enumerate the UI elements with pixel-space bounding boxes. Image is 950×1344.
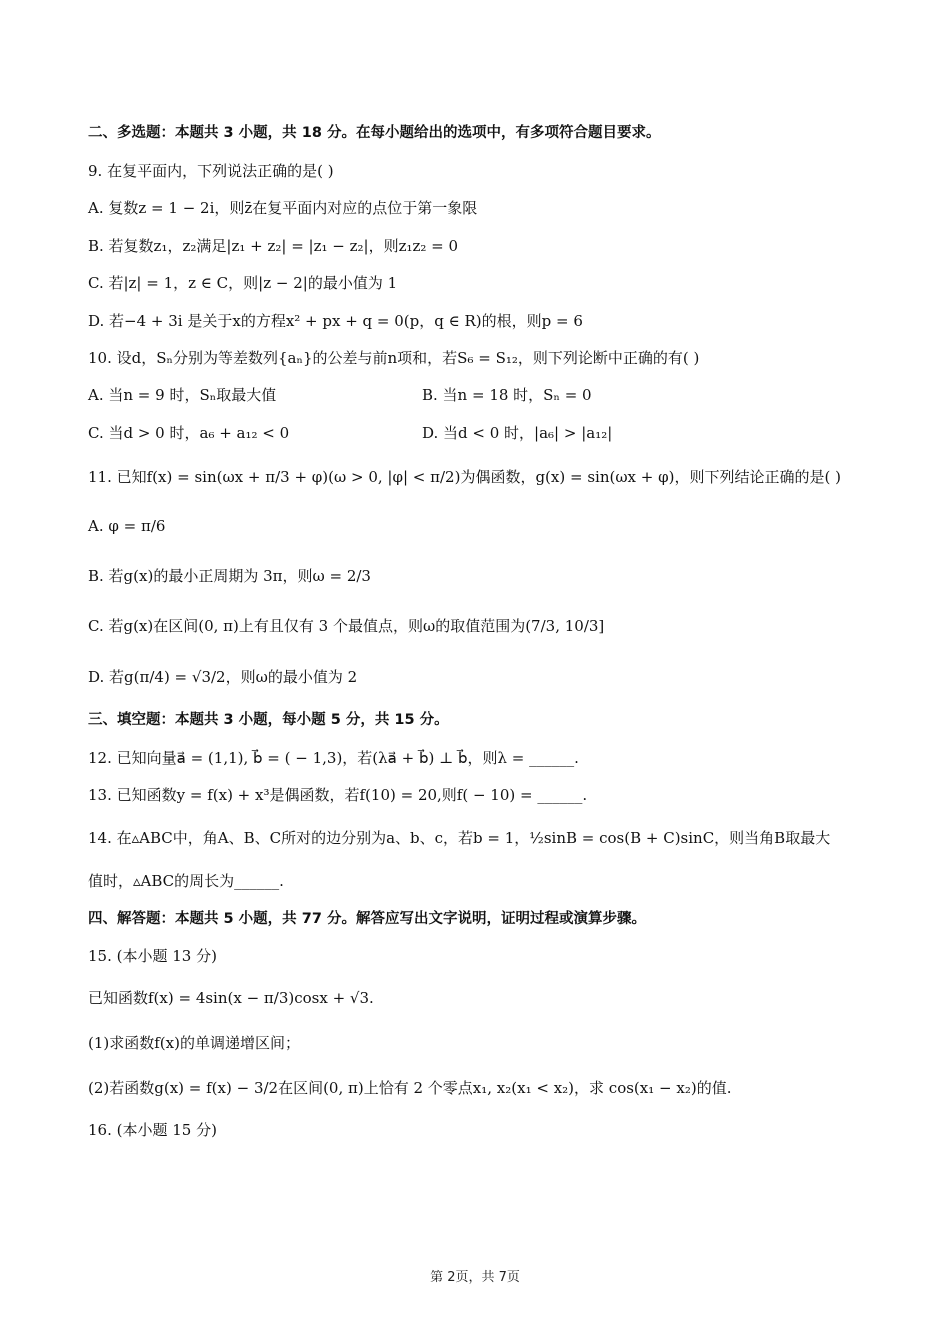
section2-header: 二、多选题：本题共 3 小题，共 18 分。在每小题给出的选项中，有多项符合题目要求。: [88, 125, 661, 141]
q15-part2: (2)若函数g(x) = f(x) − 3/2在区间(0, π)上恰有 2 个零点x₁, x₂(x₁ < x₂)，求 cos(x₁ − x₂)的值.: [88, 1079, 732, 1097]
q11-option-a: A. φ = π/6: [88, 517, 166, 535]
section3-header: 三、填空题：本题共 3 小题，每小题 5 分，共 15 分。: [88, 712, 449, 728]
q14-line2: 值时，▵ABC的周长为______.: [88, 872, 284, 890]
q11-option-d: D. 若g(π/4) = √3/2，则ω的最小值为 2: [88, 668, 358, 686]
q14-line1: 14. 在▵ABC中，角A、B、C所对的边分别为a、b、c，若b = 1，½sinB = cos(B + C)sinC，则当角B取最大: [88, 829, 831, 847]
q11-option-b: B. 若g(x)的最小正周期为 3π，则ω = 2/3: [88, 567, 371, 585]
section4-header: 四、解答题：本题共 5 小题，共 77 分。解答应写出文字说明，证明过程或演算步骤。: [88, 911, 646, 927]
q9-stem: 9. 在复平面内，下列说法正确的是( ): [88, 162, 334, 180]
q15-part1: (1)求函数f(x)的单调递增区间；: [88, 1034, 300, 1052]
q10-option-c: C. 当d > 0 时，a₆ + a₁₂ < 0: [88, 424, 290, 442]
q13-text: 13. 已知函数y = f(x) + x³是偶函数，若f(10) = 20,则f( − 10) = ______.: [88, 786, 588, 804]
q9-option-a: A. 复数z = 1 − 2i，则z̄在复平面内对应的点位于第一象限: [88, 199, 478, 217]
q12-text: 12. 已知向量a⃗ = (1,1), b⃗ = ( − 1,3)，若(λa⃗ + b⃗) ⊥ b⃗，则λ = ______.: [88, 749, 579, 767]
q10-option-b: B. 当n = 18 时，Sₙ = 0: [422, 386, 592, 404]
q10-option-a: A. 当n = 9 时，Sₙ取最大值: [88, 386, 277, 404]
q10-option-d: D. 当d < 0 时，|a₆| > |a₁₂|: [422, 424, 613, 442]
q11-stem: 11. 已知f(x) = sin(ωx + π/3 + φ)(ω > 0, |φ| < π/2)为偶函数，g(x) = sin(ωx + φ)，则下列结论正确的是( ): [88, 468, 841, 486]
q16-title: 16. (本小题 15 分): [88, 1121, 217, 1139]
q15-stem: 已知函数f(x) = 4sin(x − π/3)cosx + √3.: [88, 989, 374, 1007]
q9-option-b: B. 若复数z₁，z₂满足|z₁ + z₂| = |z₁ − z₂|，则z₁z₂ = 0: [88, 237, 459, 255]
q10-stem: 10. 设d，Sₙ分别为等差数列{aₙ}的公差与前n项和，若S₆ = S₁₂，则下列论断中正确的有( ): [88, 349, 700, 367]
q11-option-c: C. 若g(x)在区间(0, π)上有且仅有 3 个最值点，则ω的取值范围为(7/3, 10/3]: [88, 617, 605, 635]
q9-option-c: C. 若|z| = 1，z ∈ C，则|z − 2|的最小值为 1: [88, 274, 398, 292]
page-footer: 第 2页，共 7页: [430, 1270, 520, 1285]
q15-title: 15. (本小题 13 分): [88, 947, 217, 965]
q9-option-d: D. 若−4 + 3i 是关于x的方程x² + px + q = 0(p，q ∈ R)的根，则p = 6: [88, 312, 583, 330]
